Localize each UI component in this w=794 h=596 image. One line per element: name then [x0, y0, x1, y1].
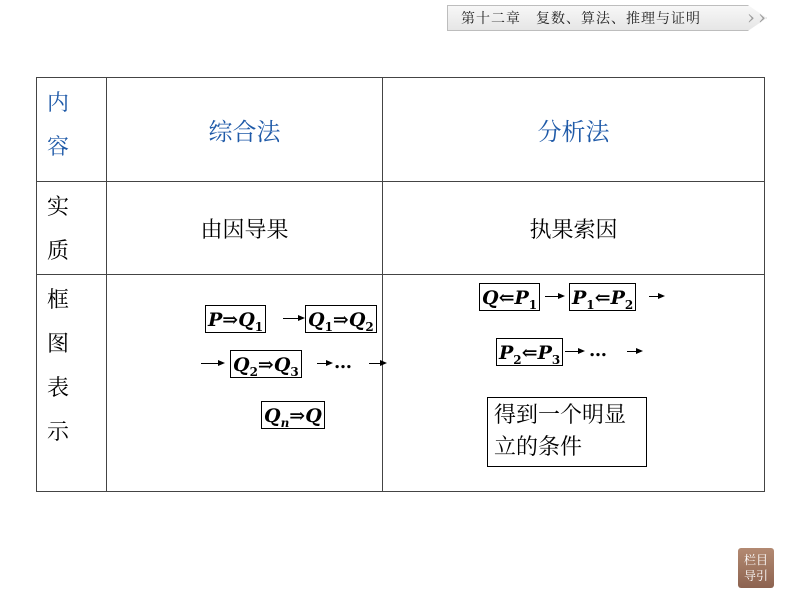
arrow-icon	[565, 351, 583, 352]
row-label-char: 表	[47, 376, 70, 401]
column-header-analysis: 分析法	[383, 78, 765, 182]
row-label-diagram	[37, 275, 107, 492]
row-label-char: 内	[47, 91, 70, 116]
flow-box: $P\Rightarrow Q_1$	[205, 305, 266, 333]
ellipsis: …	[334, 352, 352, 373]
row-label-char: 质	[47, 239, 70, 264]
row-label-char: 实	[47, 195, 70, 220]
chevron-right-icon: ›	[747, 5, 755, 29]
essence-synthesis: 由因导果	[107, 182, 383, 275]
row-label-essence	[37, 182, 107, 275]
arrow-icon	[201, 363, 223, 364]
comparison-table	[36, 77, 765, 492]
conclusion-line: 立的条件	[494, 435, 583, 460]
arrow-icon	[627, 351, 641, 352]
arrow-icon	[283, 318, 303, 319]
chapter-banner	[447, 3, 767, 31]
essence-analysis: 执果索因	[383, 182, 765, 275]
nav-label: 栏目	[743, 553, 768, 567]
ellipsis: …	[589, 340, 607, 361]
row-label-content	[37, 78, 107, 182]
flow-box: $Q_2\Rightarrow Q_3$	[230, 350, 302, 378]
table-row-essence	[37, 182, 765, 275]
flow-box: $Q_1\Rightarrow Q_2$	[305, 305, 377, 333]
column-header-synthesis: 综合法	[107, 78, 383, 182]
row-label-char: 容	[47, 135, 70, 160]
nav-label: 导引	[743, 569, 768, 583]
table-row-header	[37, 78, 765, 182]
synthesis-flow-diagram	[107, 275, 383, 492]
row-label-char: 图	[47, 332, 70, 357]
flow-box: $P_2⇐P_3$	[496, 338, 563, 366]
row-label-char: 示	[47, 420, 70, 445]
conclusion-box	[487, 397, 647, 467]
section-nav-button[interactable]	[738, 548, 774, 588]
chevron-right-icon: ›	[758, 5, 766, 29]
flow-box: $P_1⇐P_2$	[569, 283, 636, 311]
arrow-icon	[317, 363, 331, 364]
flow-box: $Q⇐P_1$	[479, 283, 540, 311]
arrow-icon	[649, 296, 663, 297]
row-label-char: 框	[47, 288, 70, 313]
flow-box: $Q_n\Rightarrow Q$	[261, 401, 325, 429]
analysis-flow-diagram	[383, 275, 765, 492]
table-row-diagram	[37, 275, 765, 492]
chapter-title: 第十二章 复数、算法、推理与证明	[461, 11, 701, 27]
arrow-icon	[545, 296, 563, 297]
conclusion-line: 得到一个明显	[494, 403, 627, 428]
